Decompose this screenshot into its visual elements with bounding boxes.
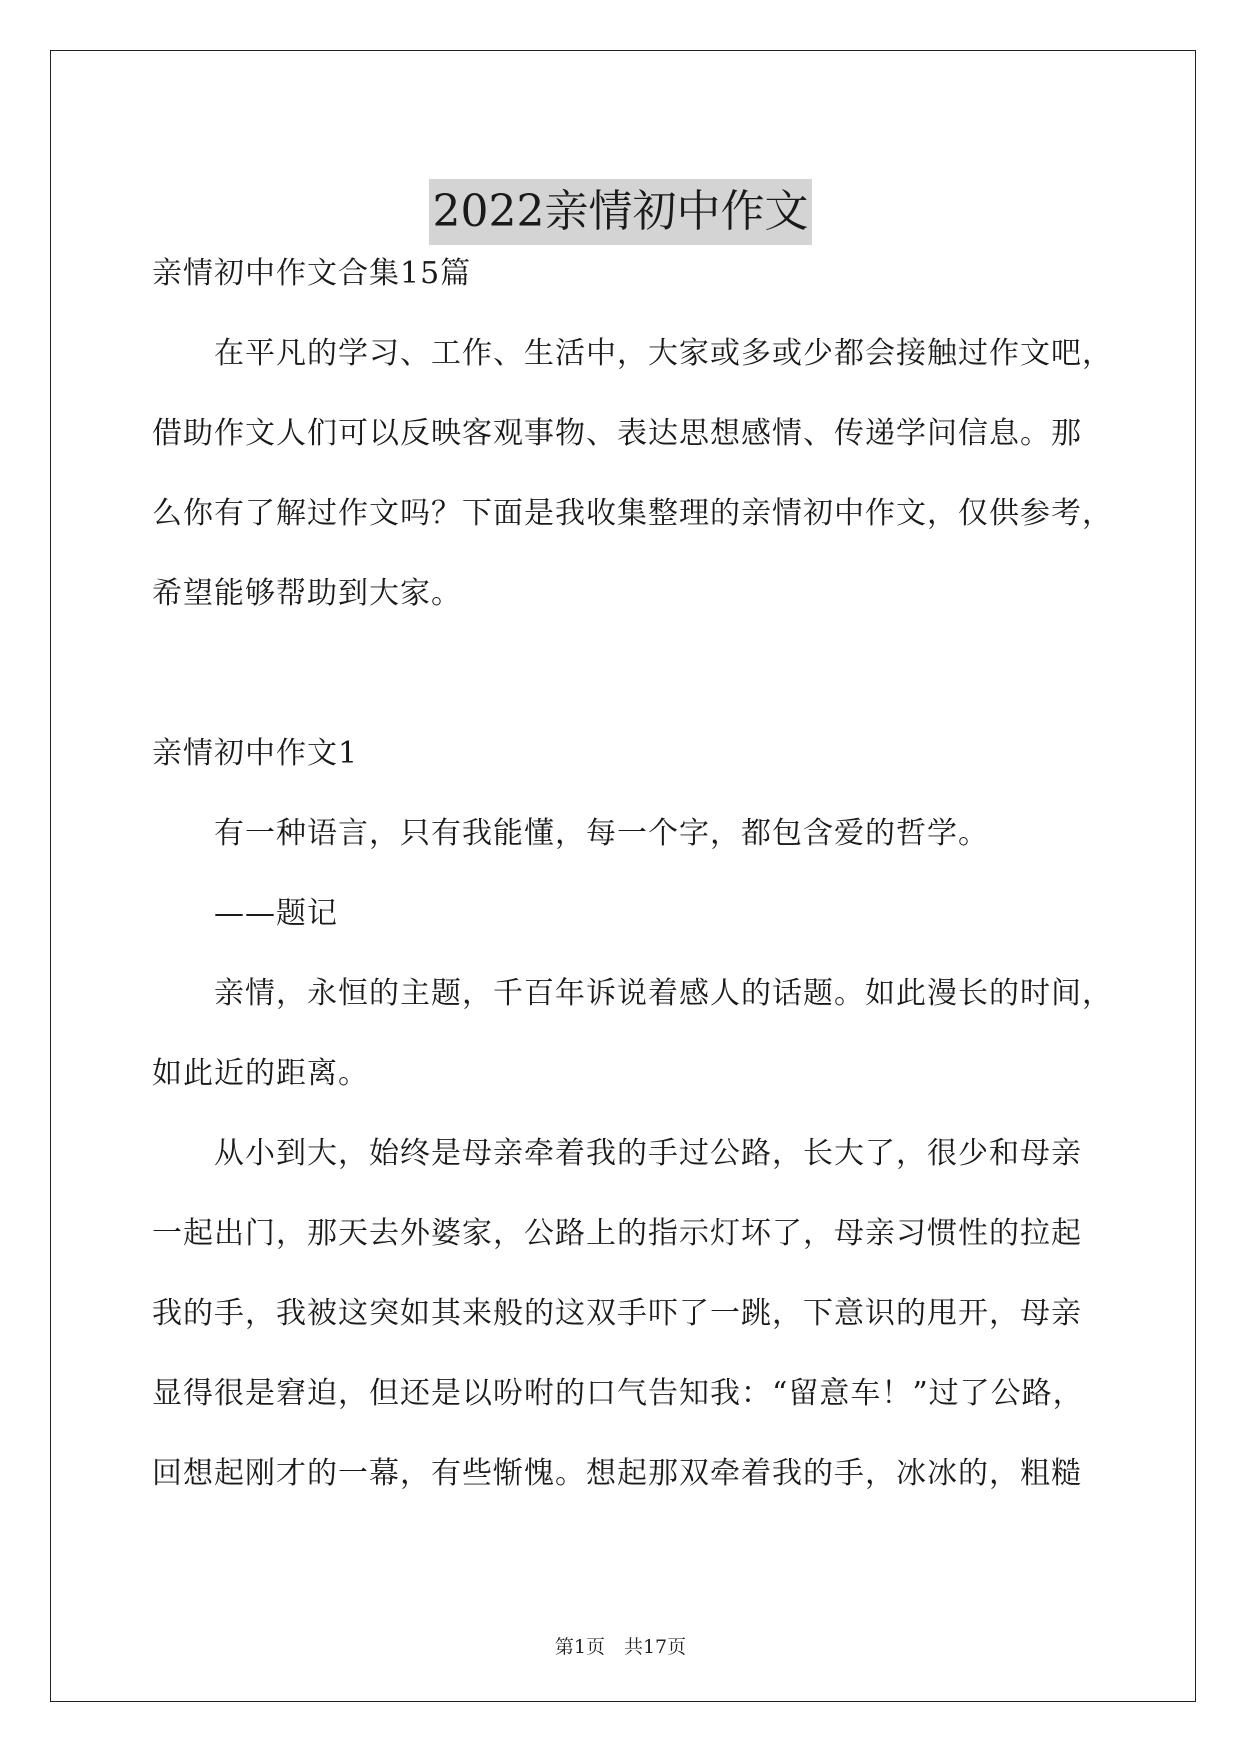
epigraph-note: ——题记	[214, 896, 338, 931]
epigraph: 有一种语言，只有我能懂，每一个字，都包含爱的哲学。	[214, 816, 989, 851]
intro-line-2: 借助作文人们可以反映客观事物、表达思想感情、传递学问信息。那	[152, 416, 1082, 451]
document-subtitle: 亲情初中作文合集15篇	[152, 256, 472, 291]
intro-line-1: 在平凡的学习、工作、生活中，大家或多或少都会接触过作文吧，	[214, 336, 1113, 371]
intro-line-3: 么你有了解过作文吗？下面是我收集整理的亲情初中作文，仅供参考，	[152, 496, 1113, 531]
paragraph1-line-2: 如此近的距离。	[152, 1056, 369, 1091]
document-title: 2022亲情初中作文	[429, 179, 813, 245]
paragraph2-line-1: 从小到大，始终是母亲牵着我的手过公路，长大了，很少和母亲	[214, 1136, 1082, 1171]
paragraph2-line-4: 显得很是窘迫，但还是以吩咐的口气告知我：“留意车！”过了公路，	[152, 1376, 1084, 1411]
paragraph2-line-3: 我的手，我被这突如其来般的这双手吓了一跳，下意识的甩开，母亲	[152, 1296, 1082, 1331]
paragraph2-line-5: 回想起刚才的一幕，有些惭愧。想起那双牵着我的手，冰冰的，粗糙	[152, 1456, 1082, 1491]
page-number: 第1页 共17页	[554, 1636, 687, 1658]
section-gap	[152, 634, 1112, 714]
section-heading: 亲情初中作文1	[152, 736, 359, 771]
paragraph2-line-2: 一起出门，那天去外婆家，公路上的指示灯坏了，母亲习惯性的拉起	[152, 1216, 1082, 1251]
paragraph1-line-1: 亲情，永恒的主题，千百年诉说着感人的话题。如此漫长的时间，	[214, 976, 1113, 1011]
intro-line-4: 希望能够帮助到大家。	[152, 576, 462, 611]
document-body	[152, 230, 1112, 1514]
